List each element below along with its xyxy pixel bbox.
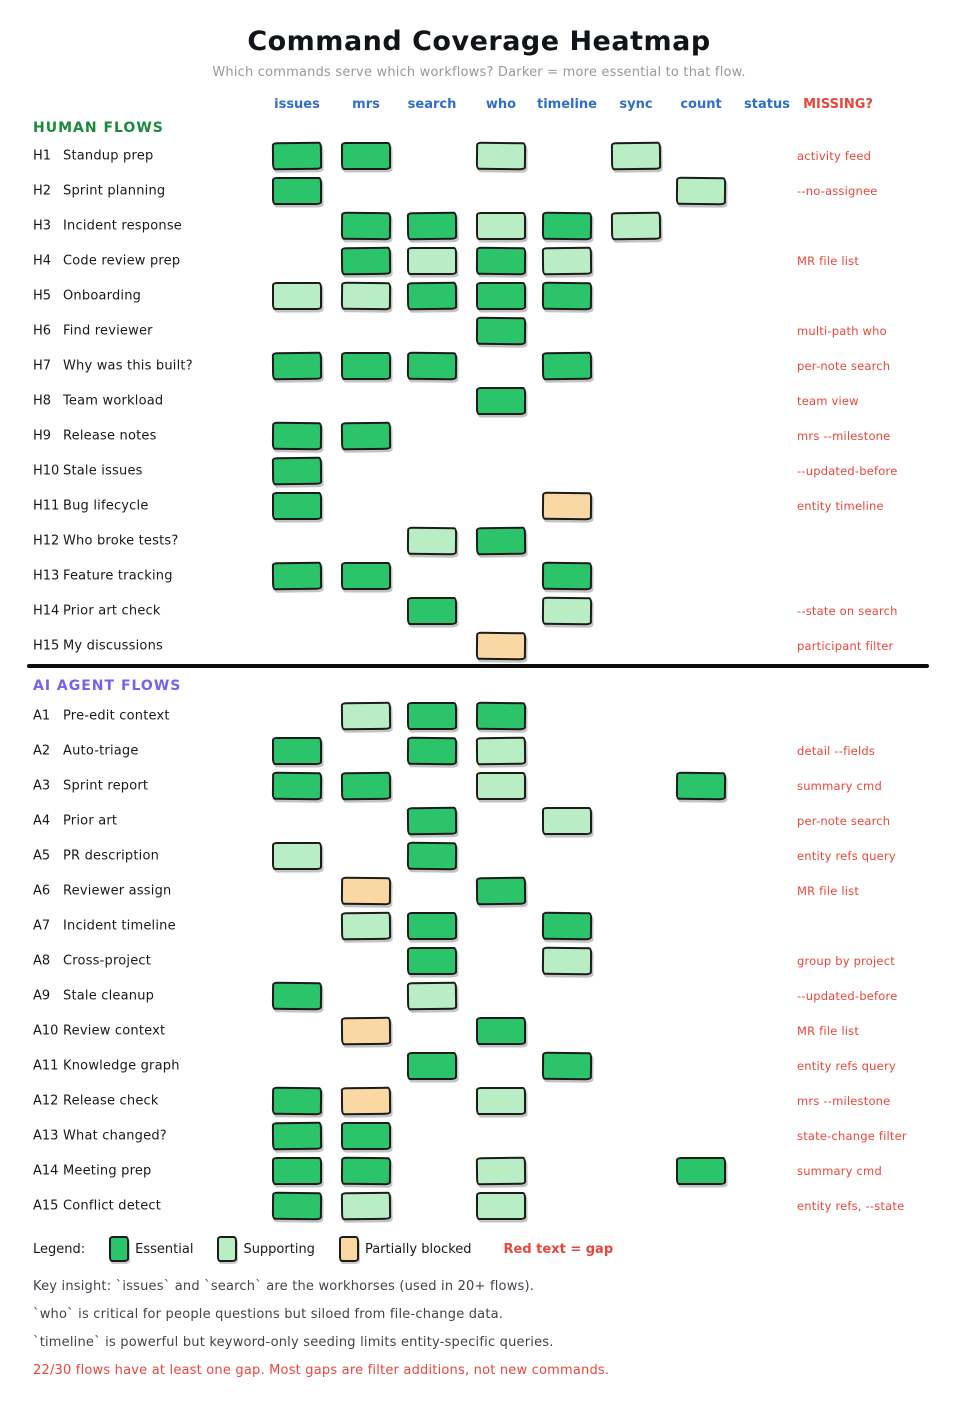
heatmap-cell-h2-issues [272,177,322,205]
missing-gap-label: state-change filter [797,1129,907,1143]
flow-id: A9 [33,988,51,1004]
legend-item-label: Essential [135,1241,194,1257]
heatmap-cell-a10-who [476,1017,526,1045]
flow-id: H8 [33,393,52,409]
heatmap-cell-h15-who [476,632,526,661]
flow-label: Why was this built? [63,358,193,374]
heatmap-cell-a14-issues [272,1157,322,1185]
flow-row-h5 [0,279,958,314]
insight-line: `timeline` is powerful but keyword-only seeding limits entity-specific queries. [33,1335,554,1350]
heatmap-cell-a7-timeline [542,912,592,941]
flow-row-a7 [0,909,958,944]
flow-label: Auto-triage [63,743,139,759]
missing-gap-label: entity refs query [797,849,896,863]
heatmap-cell-h3-timeline [542,212,592,241]
flow-id: A1 [33,708,51,724]
heatmap-cell-a14-who [476,1157,526,1186]
legend-gap-note: Red text = gap [503,1241,614,1257]
heatmap-cell-a4-search [407,807,457,836]
heatmap-cell-h5-search [407,282,457,311]
heatmap-cell-h13-issues [272,562,322,591]
missing-gap-label: participant filter [797,639,894,653]
heatmap-cell-h12-search [407,527,457,556]
heatmap-cell-h5-mrs [341,282,391,311]
heatmap-cell-a6-mrs [341,877,391,906]
page-title: Command Coverage Heatmap [247,26,711,57]
heatmap-cell-h1-mrs [341,142,391,170]
flow-id: H6 [33,323,52,339]
heatmap-cell-h3-who [476,212,526,240]
missing-gap-label: MR file list [797,254,860,268]
flow-id: H10 [33,463,60,479]
heatmap-cell-h11-timeline [542,492,592,521]
heatmap-cell-h1-issues [272,142,322,171]
heatmap-cell-h7-timeline [542,352,592,381]
flow-id: H4 [33,253,52,269]
flow-label: Conflict detect [63,1198,162,1214]
heatmap-cell-h9-issues [272,422,322,451]
heatmap-cell-a10-mrs [341,1017,391,1046]
heatmap-cell-h6-who [476,317,526,346]
flow-label: Release notes [63,428,157,444]
column-header-count: count [680,97,722,112]
heatmap-cell-a2-who [476,737,526,766]
column-header-mrs: mrs [352,97,380,112]
flow-row-h10 [0,454,958,489]
flow-row-a12 [0,1084,958,1119]
legend-item-label: Supporting [243,1241,315,1257]
flow-id: A8 [33,953,51,969]
heatmap-cell-a12-mrs [341,1087,391,1116]
flow-id: H2 [33,183,52,199]
flow-row-h9 [0,419,958,454]
heatmap-cell-h13-mrs [341,562,391,590]
heatmap-cell-h2-count [676,177,726,206]
flow-label: Sprint report [63,778,149,794]
column-header-search: search [407,97,457,112]
heatmap-cell-a5-issues [272,842,322,870]
heatmap-cell-a4-timeline [542,807,592,835]
heatmap-cell-a7-mrs [341,912,391,941]
heatmap-cell-a3-who [476,772,526,800]
legend-item-label: Partially blocked [364,1241,472,1257]
flow-id: H9 [33,428,52,444]
heatmap-cell-a3-count [676,772,726,801]
missing-gap-label: --state on search [797,604,898,618]
flow-label: Code review prep [63,253,181,269]
flow-label: Stale issues [63,463,143,479]
legend-item-supporting [217,1236,315,1262]
column-header-issues: issues [274,97,320,112]
heatmap-cell-h14-search [407,597,457,625]
heatmap-cell-h13-timeline [542,562,592,591]
flow-row-a6 [0,874,958,909]
heatmap-cell-a1-who [476,702,526,731]
heatmap-cell-a13-issues [272,1122,322,1151]
missing-gap-label: detail --fields [797,744,876,758]
heatmap-cell-h4-search [407,247,457,275]
flow-row-h11 [0,489,958,524]
flow-row-a1 [0,699,958,734]
heatmap-cell-a15-mrs [341,1192,391,1221]
flow-row-a10 [0,1014,958,1049]
heatmap-cell-a15-who [476,1192,526,1220]
flow-id: A13 [33,1128,59,1144]
missing-gap-label: mrs --milestone [797,429,891,443]
flow-label: Incident timeline [63,918,176,934]
insight-line: `who` is critical for people questions but siloed from file-change data. [33,1307,504,1322]
heatmap-cell-a14-mrs [341,1157,391,1186]
section-divider [27,664,929,668]
heatmap-cell-h4-who [476,247,526,276]
flow-label: Bug lifecycle [63,498,149,514]
heatmap-cell-h14-timeline [542,597,592,626]
heatmap-cell-a12-issues [272,1087,322,1116]
flow-row-a4 [0,804,958,839]
heatmap-cell-h4-mrs [341,247,391,276]
flow-id: H13 [33,568,60,584]
heatmap-cell-a12-who [476,1087,526,1115]
heatmap-cell-h1-who [476,142,526,171]
heatmap-cell-a2-issues [272,737,322,765]
flow-id: H11 [33,498,60,514]
flow-row-a11 [0,1049,958,1084]
heatmap-cell-h3-search [407,212,457,241]
missing-gap-label: --no-assignee [797,184,878,198]
heatmap-cell-h5-issues [272,282,322,310]
heatmap-cell-h5-timeline [542,282,592,311]
heatmap-cell-h1-sync [611,142,661,171]
heatmap-cell-a15-issues [272,1192,322,1221]
flow-id: A11 [33,1058,59,1074]
heatmap-cell-h12-who [476,527,526,556]
flow-id: H7 [33,358,52,374]
flow-id: H5 [33,288,52,304]
flow-row-h13 [0,559,958,594]
column-header-who: who [485,97,517,112]
missing-gap-label: MR file list [797,1024,860,1038]
heatmap-cell-h10-issues [272,457,322,486]
heatmap-cell-a8-search [407,947,457,975]
flow-label: Team workload [63,393,164,409]
flow-label: Standup prep [63,148,154,164]
missing-gap-label: per-note search [797,814,891,828]
missing-gap-label: entity refs, --state [797,1199,905,1213]
missing-gap-label: summary cmd [797,1164,882,1178]
heatmap-cell-a14-count [676,1157,726,1185]
flow-row-h8 [0,384,958,419]
flow-row-h1 [0,139,958,174]
flow-id: A14 [33,1163,59,1179]
missing-gap-label: entity timeline [797,499,884,513]
flow-label: Prior art check [63,603,161,619]
flow-row-h15 [0,629,958,664]
flow-label: Pre-edit context [63,708,170,724]
heatmap-cell-a1-search [407,702,457,730]
flow-id: A4 [33,813,51,829]
flow-row-h4 [0,244,958,279]
flow-label: Release check [63,1093,159,1109]
heatmap-cell-a13-mrs [341,1122,391,1150]
flow-label: Incident response [63,218,182,234]
flow-id: A3 [33,778,51,794]
heatmap-cell-a1-mrs [341,702,391,731]
flow-row-a9 [0,979,958,1014]
flow-id: A5 [33,848,51,864]
flow-row-h7 [0,349,958,384]
flow-id: A2 [33,743,51,759]
missing-gap-label: --updated-before [797,989,898,1003]
heatmap-cell-a9-issues [272,982,322,1011]
flow-label: Feature tracking [63,568,173,584]
flow-row-h2 [0,174,958,209]
missing-gap-label: MR file list [797,884,860,898]
flow-label: Prior art [63,813,118,829]
legend-item-partially-blocked [339,1236,472,1262]
missing-gap-label: per-note search [797,359,891,373]
flow-row-a14 [0,1154,958,1189]
insight-line-gap-summary: 22/30 flows have at least one gap. Most gaps are filter additions, not new commands. [33,1363,610,1378]
flow-row-a5 [0,839,958,874]
heatmap-cell-h11-issues [272,492,322,520]
heatmap-cell-a7-search [407,912,457,940]
flow-label: Cross-project [63,953,152,969]
legend-item-essential [109,1236,193,1262]
heatmap-cell-a2-search [407,737,457,766]
flow-id: A7 [33,918,51,934]
heatmap-cell-a6-who [476,877,526,906]
flow-label: PR description [63,848,160,864]
flow-id: H12 [33,533,60,549]
flow-id: A15 [33,1198,59,1214]
flow-id: A10 [33,1023,59,1039]
flow-row-a8 [0,944,958,979]
missing-gap-label: entity refs query [797,1059,896,1073]
heatmap-cell-h9-mrs [341,422,391,451]
flow-row-a3 [0,769,958,804]
flow-label: Knowledge graph [63,1058,180,1074]
flow-id: A6 [33,883,51,899]
heatmap-cell-h3-mrs [341,212,391,241]
heatmap-cell-a11-search [407,1052,457,1080]
heatmap-cell-h5-who [476,282,526,310]
essential-swatch-icon [109,1236,129,1262]
flow-label: Stale cleanup [63,988,155,1004]
heatmap-cell-h7-issues [272,352,322,381]
heatmap-cell-a3-mrs [341,772,391,801]
heatmap-cell-h7-mrs [341,352,391,380]
supporting-swatch-icon [217,1236,237,1262]
heatmap-cell-a8-timeline [542,947,592,976]
flow-label: Sprint planning [63,183,166,199]
flow-label: Review context [63,1023,166,1039]
flow-row-h6 [0,314,958,349]
insight-line: Key insight: `issues` and `search` are the workhorses (used in 20+ flows). [33,1279,535,1294]
heatmap-cell-a5-search [407,842,457,871]
flow-row-h14 [0,594,958,629]
missing-gap-label: team view [797,394,859,408]
flow-id: H1 [33,148,52,164]
column-header-sync: sync [619,97,653,112]
column-header-status: status [744,97,790,112]
legend-title: Legend: [33,1241,86,1257]
heatmap-cell-h4-timeline [542,247,592,276]
missing-gap-label: mrs --milestone [797,1094,891,1108]
missing-gap-label: group by project [797,954,895,968]
flow-id: H15 [33,638,60,654]
flow-label: Find reviewer [63,323,153,339]
heatmap-cell-a11-timeline [542,1052,592,1081]
flow-label: What changed? [63,1128,167,1144]
partially-blocked-swatch-icon [339,1236,359,1262]
section-label-human-flows: HUMAN FLOWS [33,120,164,136]
missing-gap-label: activity feed [797,149,872,163]
flow-label: Who broke tests? [63,533,179,549]
key-insights [33,1279,609,1391]
column-header-timeline: timeline [536,97,598,112]
heatmap-cell-h3-sync [611,212,661,241]
flow-label: Meeting prep [63,1163,152,1179]
missing-gap-label: --updated-before [797,464,898,478]
section-label-agent-flows: AI AGENT FLOWS [33,678,182,694]
flow-label: Onboarding [63,288,142,304]
flow-row-h3 [0,209,958,244]
flow-row-a13 [0,1119,958,1154]
flow-row-h12 [0,524,958,559]
flow-row-a2 [0,734,958,769]
column-header-missing: MISSING? [803,97,873,112]
missing-gap-label: summary cmd [797,779,882,793]
flow-id: A12 [33,1093,59,1109]
flow-row-a15 [0,1189,958,1224]
page-subtitle: Which commands serve which workflows? Darker = more essential to that flow. [212,65,746,80]
heatmap-cell-h8-who [476,387,526,415]
heatmap-cell-a3-issues [272,772,322,801]
flow-id: H14 [33,603,60,619]
flow-label: My discussions [63,638,163,654]
legend [33,1236,613,1262]
flow-id: H3 [33,218,52,234]
flow-label: Reviewer assign [63,883,172,899]
heatmap-cell-h7-search [407,352,457,381]
heatmap-cell-a9-search [407,982,457,1011]
missing-gap-label: multi-path who [797,324,887,338]
